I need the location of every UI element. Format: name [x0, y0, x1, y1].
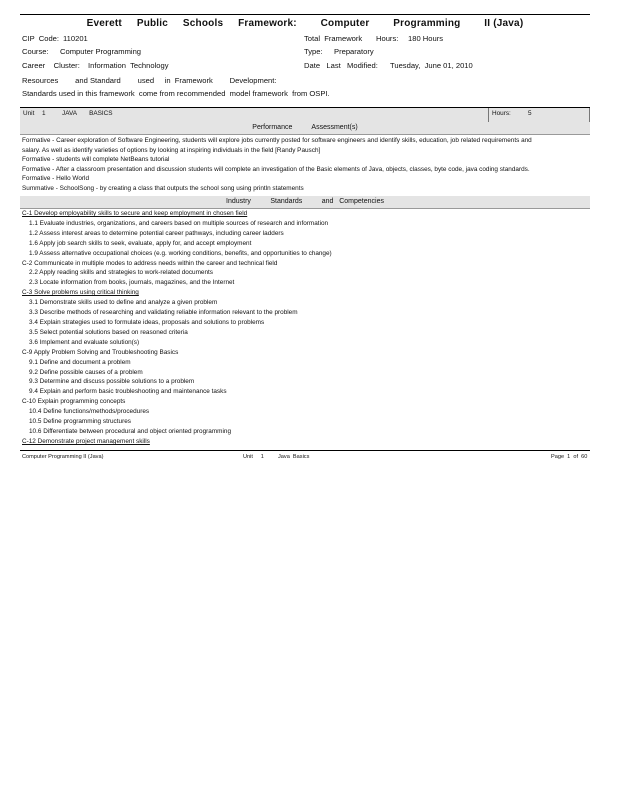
assessment-line: Formative - After a classroom presentation and discussion students will complete an investigation of the Basic elements of Java, objects, classes, byte code, java coding standards. — [22, 165, 530, 173]
competency-item: 3.3 Describe methods of researching and validating reliable information relevant to the problem — [29, 309, 298, 317]
framework-title: Everett Public Schools Framework: Computer Programming II (Java) — [86, 18, 524, 29]
competency-item: 3.4 Explain strategies used to formulate ideas, proposals and solutions to problems — [29, 318, 265, 326]
unit-bar — [20, 107, 590, 123]
cip-value: 110201 — [63, 34, 88, 43]
type-label: Type: — [304, 47, 323, 56]
hours-label: Hours: — [376, 34, 399, 43]
cip-label: CIP Code: — [22, 34, 60, 43]
unit-label: Unit — [23, 110, 35, 117]
competency-item: 2.2 Apply reading skills and strategies to work-related documents — [29, 269, 214, 277]
course-value: Computer Programming — [60, 47, 142, 56]
competency-heading: C-1 Develop employability skills to secure and keep employment in chosen field — [22, 210, 248, 217]
performance-assessment-list — [22, 136, 588, 194]
competency-item: 3.1 Demonstrate skills used to define and analyze a given problem — [29, 299, 218, 307]
footer-rule — [20, 450, 590, 451]
unit-hours-label: Hours: — [492, 110, 511, 117]
top-rule — [20, 14, 590, 15]
assessment-line: Formative - students will complete NetBeans tutorial — [22, 156, 170, 164]
hours-value: 180 Hours — [408, 34, 444, 43]
competency-item: 3.6 Implement and evaluate solution(s) — [29, 338, 140, 346]
competency-item: 1.1 Evaluate industries, organizations, and careers based on multiple sources of research and information — [29, 219, 329, 227]
competency-heading: C-12 Demonstrate project management skills — [22, 437, 150, 445]
competency-item: 9.3 Determine and discuss possible solutions to a problem — [29, 378, 195, 386]
footer-unit-name: Java Basics — [278, 454, 310, 460]
assessment-line: Formative - Hello World — [22, 175, 89, 183]
competency-item: 1.2 Assess interest areas to determine potential career pathways, including career ladders — [29, 229, 284, 237]
competency-item: 1.9 Assess alternative occupational choices (e.g. working conditions, benefits, and opportunities to change) — [29, 249, 332, 257]
competency-item: 10.4 Define functions/methods/procedures — [29, 408, 150, 416]
modified-value: Tuesday, June 01, 2010 — [390, 61, 473, 70]
footer-unit: Unit 1 — [243, 454, 264, 460]
competency-item: 9.2 Define possible causes of a problem — [29, 368, 143, 376]
assessment-line: Summative - SchoolSong - by creating a class that outputs the school song using println statements — [22, 184, 304, 192]
competency-item: 1.6 Apply job search skills to seek, evaluate, apply for, and accept employment — [29, 239, 252, 247]
competency-item: 9.4 Explain and perform basic troubleshooting and maintenance tasks — [29, 388, 227, 396]
cluster-label: Career Cluster: — [22, 61, 80, 70]
total-framework-label: Total Framework — [304, 34, 363, 43]
modified-label: Date Last Modified: — [304, 61, 378, 70]
standards-list — [22, 209, 588, 447]
competency-item: 10.6 Differentiate between procedural and object oriented programming — [29, 427, 232, 435]
course-label: Course: — [22, 47, 49, 56]
industry-standards-header: Industry Standards and Competencies — [20, 196, 590, 209]
competency-heading: C-3 Solve problems using critical thinking — [22, 289, 139, 297]
competency-item: 9.1 Define and document a problem — [29, 358, 131, 366]
footer-page-number: Page 1 of 60 — [551, 454, 588, 460]
unit-right-edge — [589, 108, 590, 122]
cluster-value: Information Technology — [88, 61, 169, 70]
competency-item: 3.5 Select potential solutions based on reasoned criteria — [29, 328, 188, 336]
competency-heading: C-9 Apply Problem Solving and Troubleshooting Basics — [22, 348, 179, 356]
performance-assessment-header: Performance Assessment(s) — [20, 122, 590, 135]
unit-hours-value: 5 — [528, 110, 532, 117]
assessment-line: salary. As well as identify varieties of options by looking at inspiring individuals in the field [Randy Pausch] — [22, 146, 321, 154]
type-value: Preparatory — [334, 47, 374, 56]
competency-item: 10.5 Define programming structures — [29, 418, 131, 426]
competency-heading: C-10 Explain programming concepts — [22, 398, 126, 406]
footer-course: Computer Programming II (Java) — [22, 454, 104, 460]
unit-name: JAVA BASICS — [62, 110, 113, 117]
resources-label: Resources and Standard used in Framework Development: — [22, 76, 277, 85]
competency-heading: C-2 Communicate in multiple modes to address needs within the career and technical field — [22, 259, 278, 267]
unit-number: 1 — [42, 110, 46, 117]
standards-source-text: Standards used in this framework come from recommended model framework from OSPI. — [22, 89, 330, 98]
unit-divider — [488, 108, 489, 122]
competency-item: 2.3 Locate information from books, journals, magazines, and the Internet — [29, 279, 235, 287]
assessment-line: Formative - Career exploration of Software Engineering, students will explore jobs currently posted for software engineers and identify skills, education, job related requirements and — [22, 137, 532, 144]
